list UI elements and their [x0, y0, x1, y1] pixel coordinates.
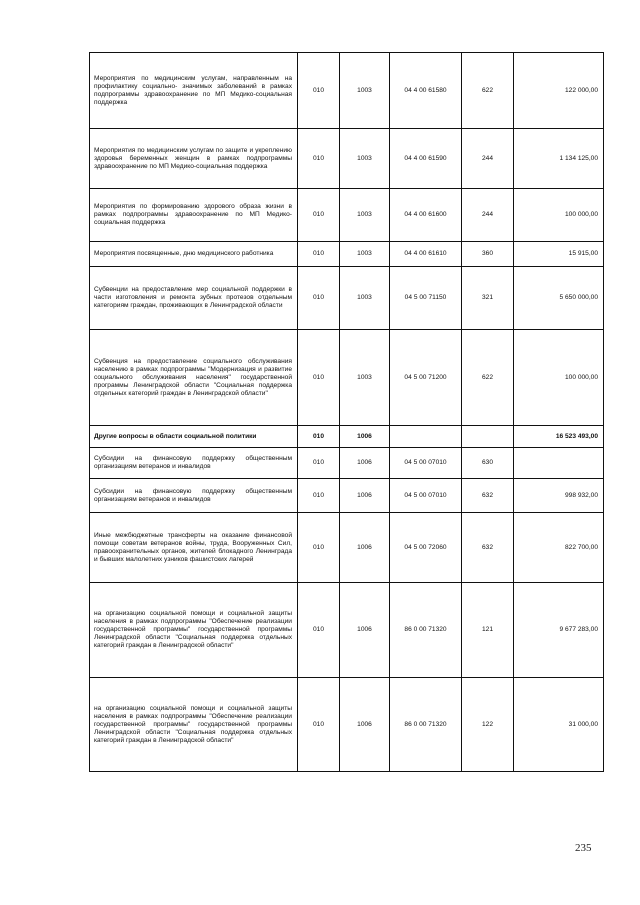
table-row [90, 678, 604, 772]
page-number: 235 [575, 842, 592, 854]
row-amount: 16 523 493,00 [514, 426, 604, 448]
row-target-article: 04 5 00 72060 [390, 513, 462, 583]
row-amount: 1 134 125,00 [514, 129, 604, 189]
table-row [90, 330, 604, 426]
row-expense-type: 622 [462, 53, 514, 129]
row-target-article: 04 5 00 71150 [390, 267, 462, 330]
row-department-code: 010 [298, 583, 340, 678]
row-section-code: 1006 [340, 583, 390, 678]
row-department-code: 010 [298, 513, 340, 583]
row-description: Субвенции на предоставление мер социальной поддержки в части изготовления и ремонта зубных протезов отдельным категориям граждан, проживающих в Ленинградской области [90, 267, 298, 330]
row-section-code: 1006 [340, 513, 390, 583]
table-row [90, 513, 604, 583]
row-description: Мероприятия посвященные, дню медицинского работника [90, 242, 298, 267]
table-row [90, 189, 604, 242]
row-amount: 5 650 000,00 [514, 267, 604, 330]
row-target-article: 04 5 00 71200 [390, 330, 462, 426]
table-row [90, 479, 604, 513]
row-target-article: 04 5 00 07010 [390, 479, 462, 513]
table-row [90, 242, 604, 267]
row-section-code: 1003 [340, 242, 390, 267]
table-row [90, 129, 604, 189]
row-amount: 31 000,00 [514, 678, 604, 772]
row-target-article: 86 0 00 71320 [390, 678, 462, 772]
row-expense-type: 321 [462, 267, 514, 330]
row-section-code: 1006 [340, 479, 390, 513]
row-section-code: 1003 [340, 53, 390, 129]
row-expense-type [462, 426, 514, 448]
row-amount: 100 000,00 [514, 330, 604, 426]
row-section-code: 1006 [340, 678, 390, 772]
row-description: Субсидии на финансовую поддержку общественным организациям ветеранов и инвалидов [90, 448, 298, 479]
row-department-code: 010 [298, 426, 340, 448]
row-expense-type: 622 [462, 330, 514, 426]
row-department-code: 010 [298, 242, 340, 267]
row-target-article: 04 4 00 61590 [390, 129, 462, 189]
row-amount [514, 448, 604, 479]
budget-table [89, 52, 604, 772]
row-expense-type: 121 [462, 583, 514, 678]
row-description: Субсидии на финансовую поддержку общественным организациям ветеранов и инвалидов [90, 479, 298, 513]
row-expense-type: 122 [462, 678, 514, 772]
row-expense-type: 244 [462, 189, 514, 242]
row-expense-type: 360 [462, 242, 514, 267]
table-row [90, 448, 604, 479]
row-target-article: 04 4 00 61610 [390, 242, 462, 267]
row-expense-type: 632 [462, 513, 514, 583]
row-description: Субвенция на предоставление социального обслуживания населению в рамках подпрограммы "Модернизация и развитие социального обслуживания населения" государственной программы Ленинградской области "Социальная поддержка отдельных категорий граждан в Ленинградской области" [90, 330, 298, 426]
table-row [90, 583, 604, 678]
table-row [90, 267, 604, 330]
row-target-article: 04 4 00 61580 [390, 53, 462, 129]
row-target-article: 04 5 00 07010 [390, 448, 462, 479]
row-description: на организацию социальной помощи и социальной защиты населения в рамках подпрограммы "Обеспечение реализации государственной программы" государственной программы Ленинградской области "Социальная поддержка отдельных категорий граждан в Ленинградской области" [90, 678, 298, 772]
row-expense-type: 244 [462, 129, 514, 189]
row-department-code: 010 [298, 330, 340, 426]
table-row [90, 53, 604, 129]
row-amount: 15 915,00 [514, 242, 604, 267]
row-description: на организацию социальной помощи и социальной защиты населения в рамках подпрограммы "Обеспечение реализации государственной программы" государственной программы Ленинградской области "Социальная поддержка отдельных категорий граждан в Ленинградской области" [90, 583, 298, 678]
row-department-code: 010 [298, 479, 340, 513]
row-section-code: 1006 [340, 448, 390, 479]
row-description: Иные межбюджетные трансферты на оказание финансовой помощи советам ветеранов войны, труда, Вооруженных Сил, правоохранительных органов, жителей блокадного Ленинграда и бывших малолетних узников фашистских лагерей [90, 513, 298, 583]
row-target-article: 04 4 00 61600 [390, 189, 462, 242]
row-amount: 822 700,00 [514, 513, 604, 583]
row-target-article: 86 0 00 71320 [390, 583, 462, 678]
row-amount: 998 932,00 [514, 479, 604, 513]
row-section-code: 1003 [340, 267, 390, 330]
row-amount: 9 677 283,00 [514, 583, 604, 678]
table-row [90, 426, 604, 448]
row-section-code: 1003 [340, 330, 390, 426]
row-department-code: 010 [298, 53, 340, 129]
row-expense-type: 632 [462, 479, 514, 513]
row-amount: 100 000,00 [514, 189, 604, 242]
row-department-code: 010 [298, 267, 340, 330]
row-description: Мероприятия по формированию здорового образа жизни в рамках подпрограммы здравоохранение по МП Медико-социальная поддержка [90, 189, 298, 242]
row-section-code: 1003 [340, 189, 390, 242]
row-department-code: 010 [298, 448, 340, 479]
budget-table-body [90, 53, 604, 772]
row-department-code: 010 [298, 129, 340, 189]
row-description: Другие вопросы в области социальной политики [90, 426, 298, 448]
row-section-code: 1003 [340, 129, 390, 189]
row-amount: 122 000,00 [514, 53, 604, 129]
row-section-code: 1006 [340, 426, 390, 448]
row-department-code: 010 [298, 189, 340, 242]
row-department-code: 010 [298, 678, 340, 772]
row-description: Мероприятия по медицинским услугам по защите и укреплению здоровья беременных женщин в рамках подпрограммы здравоохранение по МП Медико-социальная поддержка [90, 129, 298, 189]
row-description: Мероприятия по медицинским услугам, направленным на профилактику социально- значимых заболеваний в рамках подпрограммы здравоохранение по МП Медико-социальная поддержка [90, 53, 298, 129]
row-expense-type: 630 [462, 448, 514, 479]
row-target-article [390, 426, 462, 448]
